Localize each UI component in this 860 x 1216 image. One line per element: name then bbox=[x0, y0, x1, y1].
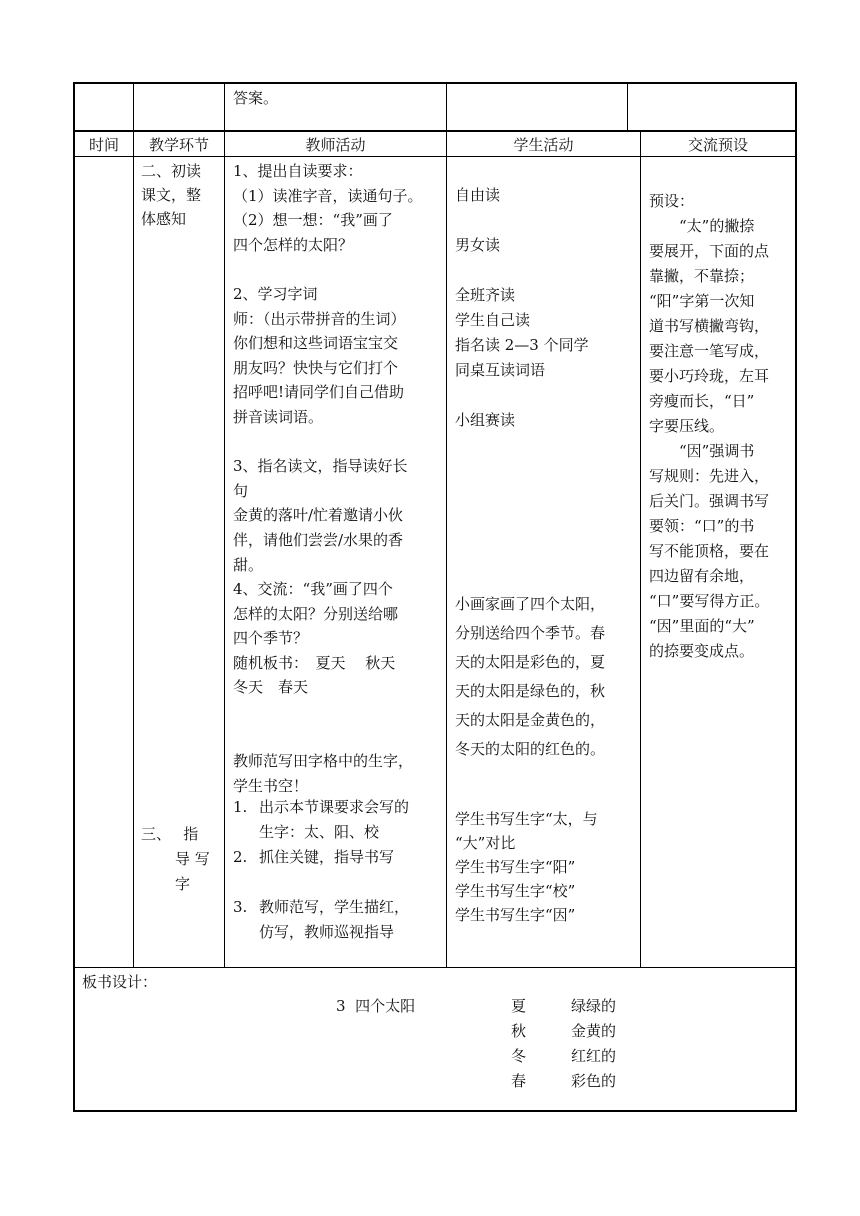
top-row-divider-3 bbox=[446, 82, 447, 132]
list-item: 2. 抓住关键，指导书写 bbox=[233, 848, 395, 866]
board-desc-summer: 绿绿的 bbox=[571, 997, 617, 1015]
board-desc-spring: 彩色的 bbox=[571, 1072, 617, 1090]
teacher-writing-list bbox=[233, 795, 445, 945]
stage-label-reading: 二、初读 课文，整 体感知 bbox=[141, 162, 202, 228]
list-item: 3. 教师范写，学生描红， 仿写，教师巡视指导 bbox=[233, 898, 410, 941]
student-activity-writing: 学生书写生字“太，与 “大”对比 学生书写生字“阳” 学生书写生字“校” 学生书写生字“因” bbox=[455, 810, 598, 924]
board-season-spring: 春 bbox=[511, 1072, 527, 1090]
board-season-winter: 冬 bbox=[511, 1047, 527, 1065]
list-item: 1. 出示本节课要求会写的 生字：太、阳、校 bbox=[233, 798, 410, 841]
student-activity-reading: 自由读 男女读 全班齐读 学生自己读 指名读 2—3 个同学 同桌互读词语 小组赛读 bbox=[455, 186, 589, 429]
col-divider-stage bbox=[224, 132, 225, 968]
table-left-border bbox=[73, 82, 75, 1112]
top-row-teacher-text: 答案。 bbox=[233, 89, 279, 107]
header-teacher: 教师活动 bbox=[305, 136, 366, 154]
board-desc-autumn: 金黄的 bbox=[571, 1022, 617, 1040]
board-season-summer: 夏 bbox=[511, 997, 527, 1015]
stage-label-writing-3: 字 bbox=[175, 875, 191, 893]
notes-preset: 预设： “太”的撇捺 要展开，下面的点 靠撇，不靠捺； “阳”字第一次知 道书写横撇弯钩， 要注意一笔写成， 要小巧玲珑，左耳 旁瘦而长，“日” 字要压线。 “因”强调书 写规则：先进入， 后关门。强调书写 要领：“口”的书 写不能顶格，要在 四边留有余地， “口”要写得方正。 “因”里面的“大” 的捺要变成点。 bbox=[649, 192, 770, 660]
top-row-divider-4 bbox=[627, 82, 628, 132]
header-bottom-border bbox=[73, 156, 797, 157]
teacher-activity-reading: 1、提出自读要求： （1）读准字音，读通句子。 （2）想一想：“我”画了 四个怎样的太阳？ 2、学习字词 师：（出示带拼音的生词） 你们想和这些词语宝宝交 朋友吗？快快与它们打个 招呼吧!请同学们自己借助 拼音读词语。 3、指名读文，指导读好长 句 金黄的落叶/忙着邀请小伙 伴，请他们尝尝/水果的香 甜。 4、交流：“我”画了四个 怎样的太阳？分别送给哪 四个季节？ 随机板书： 夏天 秋天 冬天 春天 教师范写田字格中的生字， 学生书空！ bbox=[233, 162, 423, 795]
col-divider-teacher bbox=[446, 132, 447, 968]
stage-label-writing-1: 三、 指 bbox=[141, 825, 199, 843]
board-design-label: 板书设计： bbox=[82, 973, 158, 991]
table-bottom-border bbox=[73, 1110, 797, 1112]
stage-label-writing-2: 导 写 bbox=[175, 850, 210, 868]
header-student: 学生活动 bbox=[513, 136, 574, 154]
header-stage: 教学环节 bbox=[148, 136, 209, 154]
col-divider-student bbox=[640, 132, 641, 968]
top-row-divider-2 bbox=[224, 82, 225, 132]
student-activity-sharing: 小画家画了四个太阳， 分别送给四个季节。春 天的太阳是彩色的，夏 天的太阳是绿色的，秋 天的太阳是金黄色的， 冬天的太阳的红色的。 bbox=[455, 595, 606, 758]
header-notes: 交流预设 bbox=[687, 136, 748, 154]
top-row-bottom-border bbox=[73, 130, 797, 132]
board-title: 3 四个太阳 bbox=[336, 997, 416, 1015]
section-bottom-border bbox=[73, 967, 797, 968]
board-season-autumn: 秋 bbox=[511, 1022, 527, 1040]
table-right-border bbox=[795, 82, 797, 1112]
board-desc-winter: 红红的 bbox=[571, 1047, 617, 1065]
top-border bbox=[73, 82, 797, 84]
col-divider-time bbox=[133, 132, 134, 968]
top-row-divider-1 bbox=[133, 82, 134, 132]
header-time: 时间 bbox=[88, 136, 119, 154]
